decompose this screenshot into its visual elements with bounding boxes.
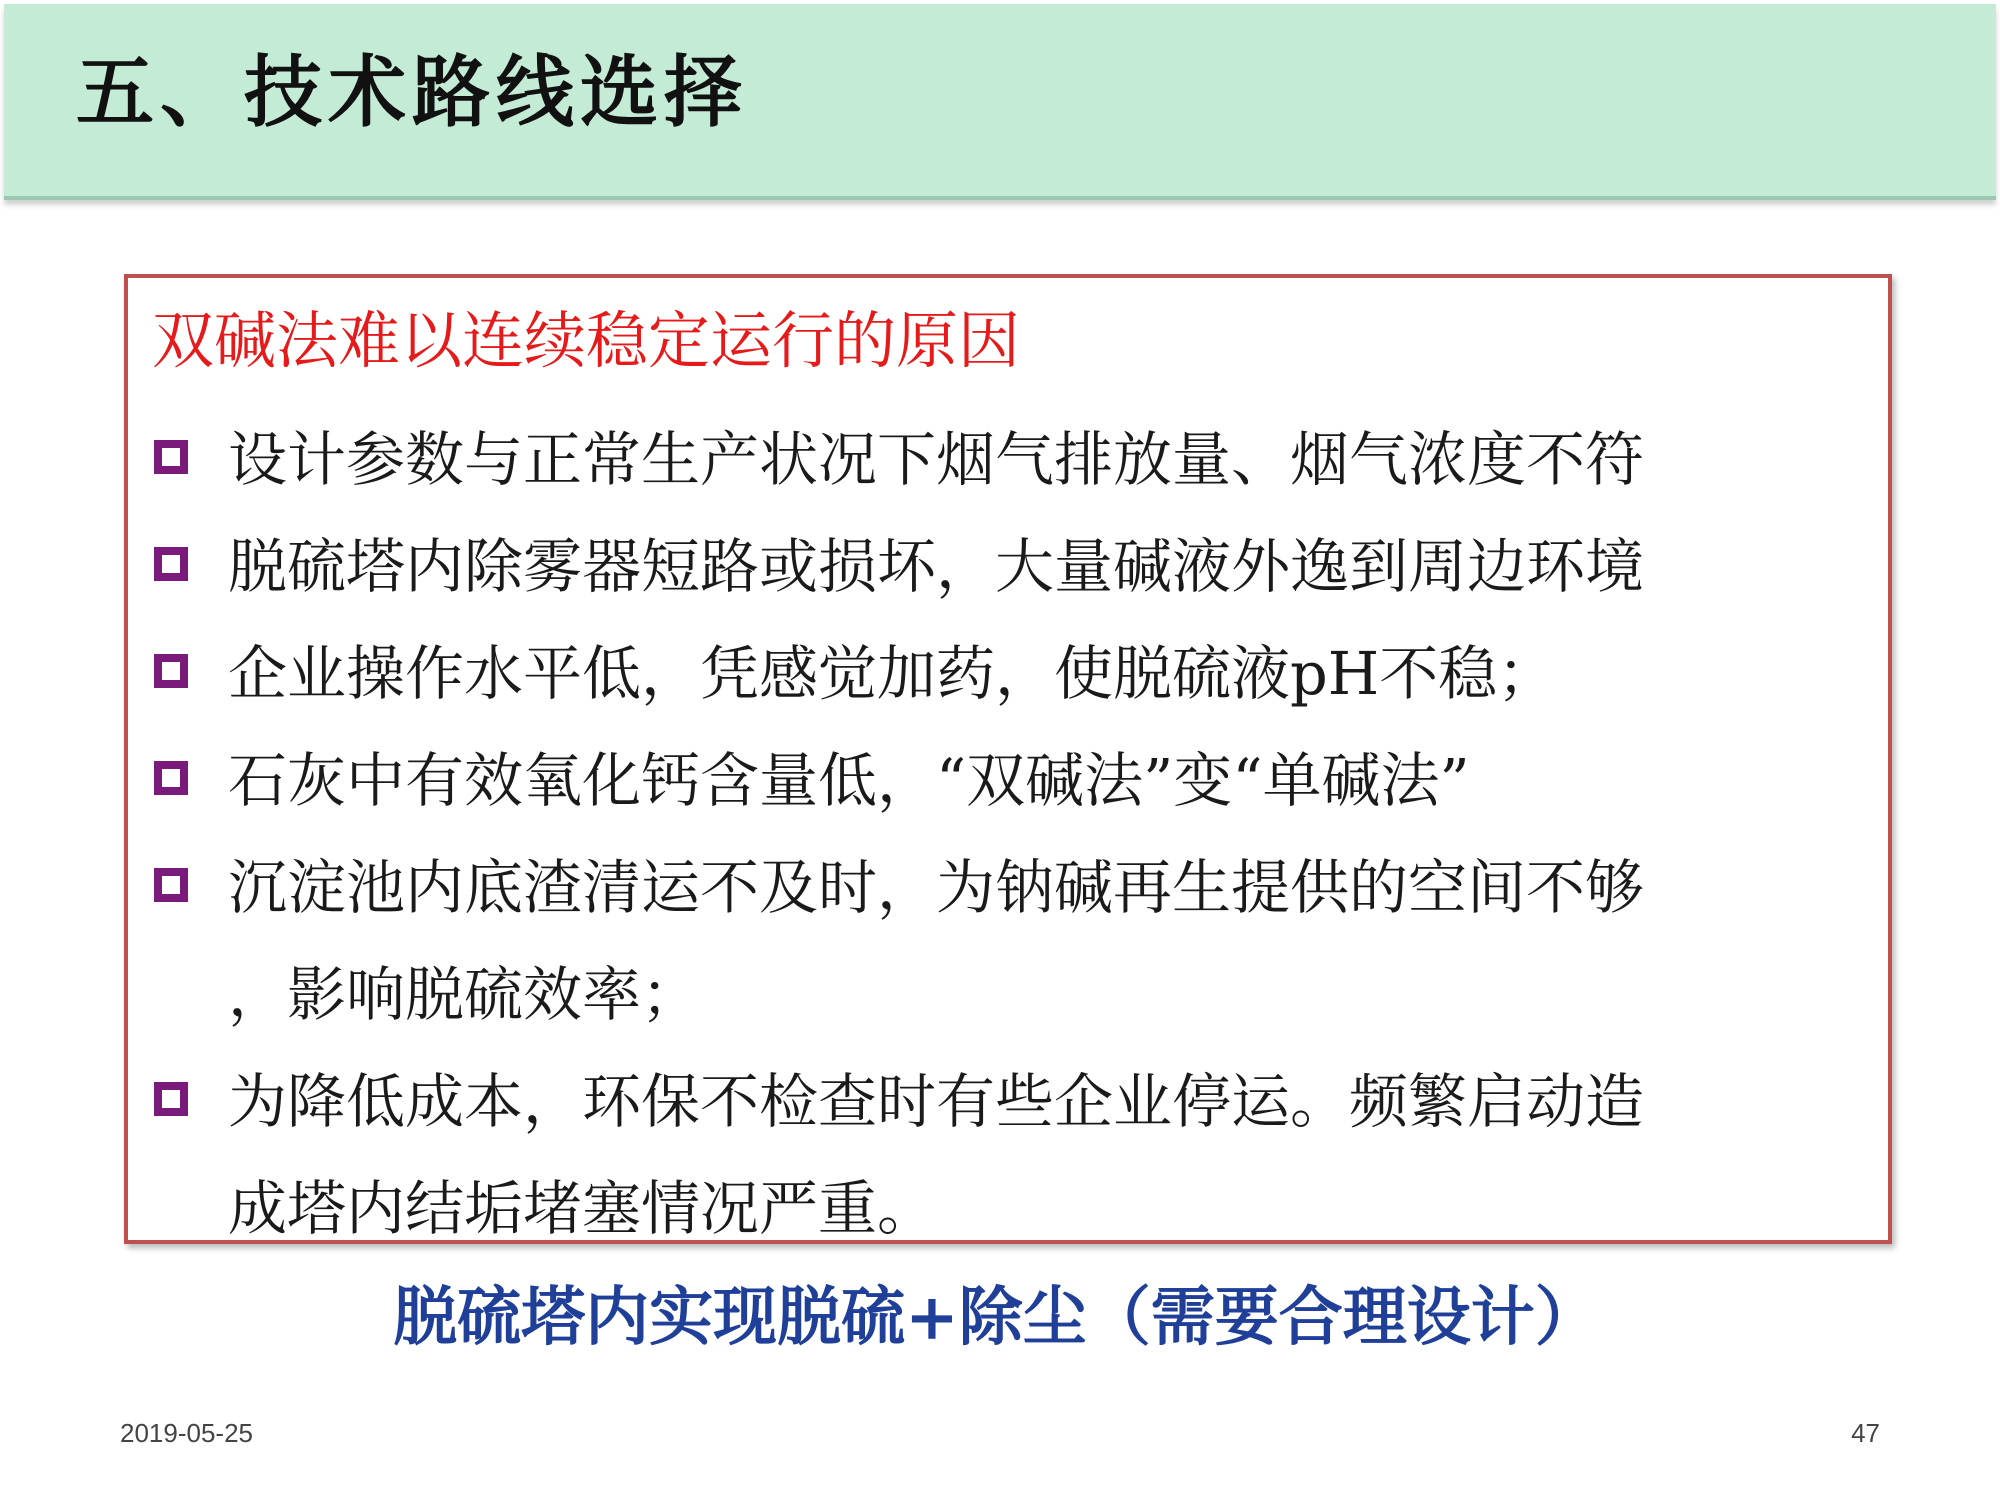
conclusion-text: 脱硫塔内实现脱硫+除尘（需要合理设计） xyxy=(393,1280,1599,1355)
list-item-line: 企业操作水平低，凭感觉加药，使脱硫液pH不稳； xyxy=(228,639,1557,708)
reasons-list xyxy=(152,406,1872,1262)
hollow-square-bullet-icon xyxy=(154,440,188,474)
box-heading: 双碱法难以连续稳定运行的原因 xyxy=(152,304,1021,377)
list-item xyxy=(152,620,1872,727)
list-item-line: 为降低成本，环保不检查时有些企业停运。频繁启动造 xyxy=(228,1067,1645,1136)
footer-date: 2019-05-25 xyxy=(120,1418,253,1448)
hollow-square-bullet-icon xyxy=(154,1082,188,1116)
hollow-square-bullet-icon xyxy=(154,654,188,688)
list-item-line: 沉淀池内底渣清运不及时，为钠碱再生提供的空间不够 xyxy=(228,853,1645,922)
reasons-box xyxy=(124,274,1892,1244)
list-item xyxy=(152,513,1872,620)
list-item-line: 脱硫塔内除雾器短路或损坏，大量碱液外逸到周边环境 xyxy=(228,532,1645,601)
slide-title: 五、技术路线选择 xyxy=(76,47,749,138)
list-item-line-continued: ，影响脱硫效率； xyxy=(228,960,701,1029)
list-item xyxy=(152,406,1872,513)
hollow-square-bullet-icon xyxy=(154,547,188,581)
list-item xyxy=(152,834,1872,1048)
hollow-square-bullet-icon xyxy=(154,868,188,902)
hollow-square-bullet-icon xyxy=(154,761,188,795)
list-item-line-continued: 成塔内结垢堵塞情况严重。 xyxy=(228,1174,937,1243)
list-item xyxy=(152,1048,1872,1262)
title-banner xyxy=(4,4,1996,200)
list-item-line: 设计参数与正常生产状况下烟气排放量、烟气浓度不符 xyxy=(228,425,1645,494)
page-number: 47 xyxy=(1851,1418,1880,1448)
list-item xyxy=(152,727,1872,834)
list-item-line: 石灰中有效氧化钙含量低，“双碱法”变“单碱法” xyxy=(228,746,1470,815)
